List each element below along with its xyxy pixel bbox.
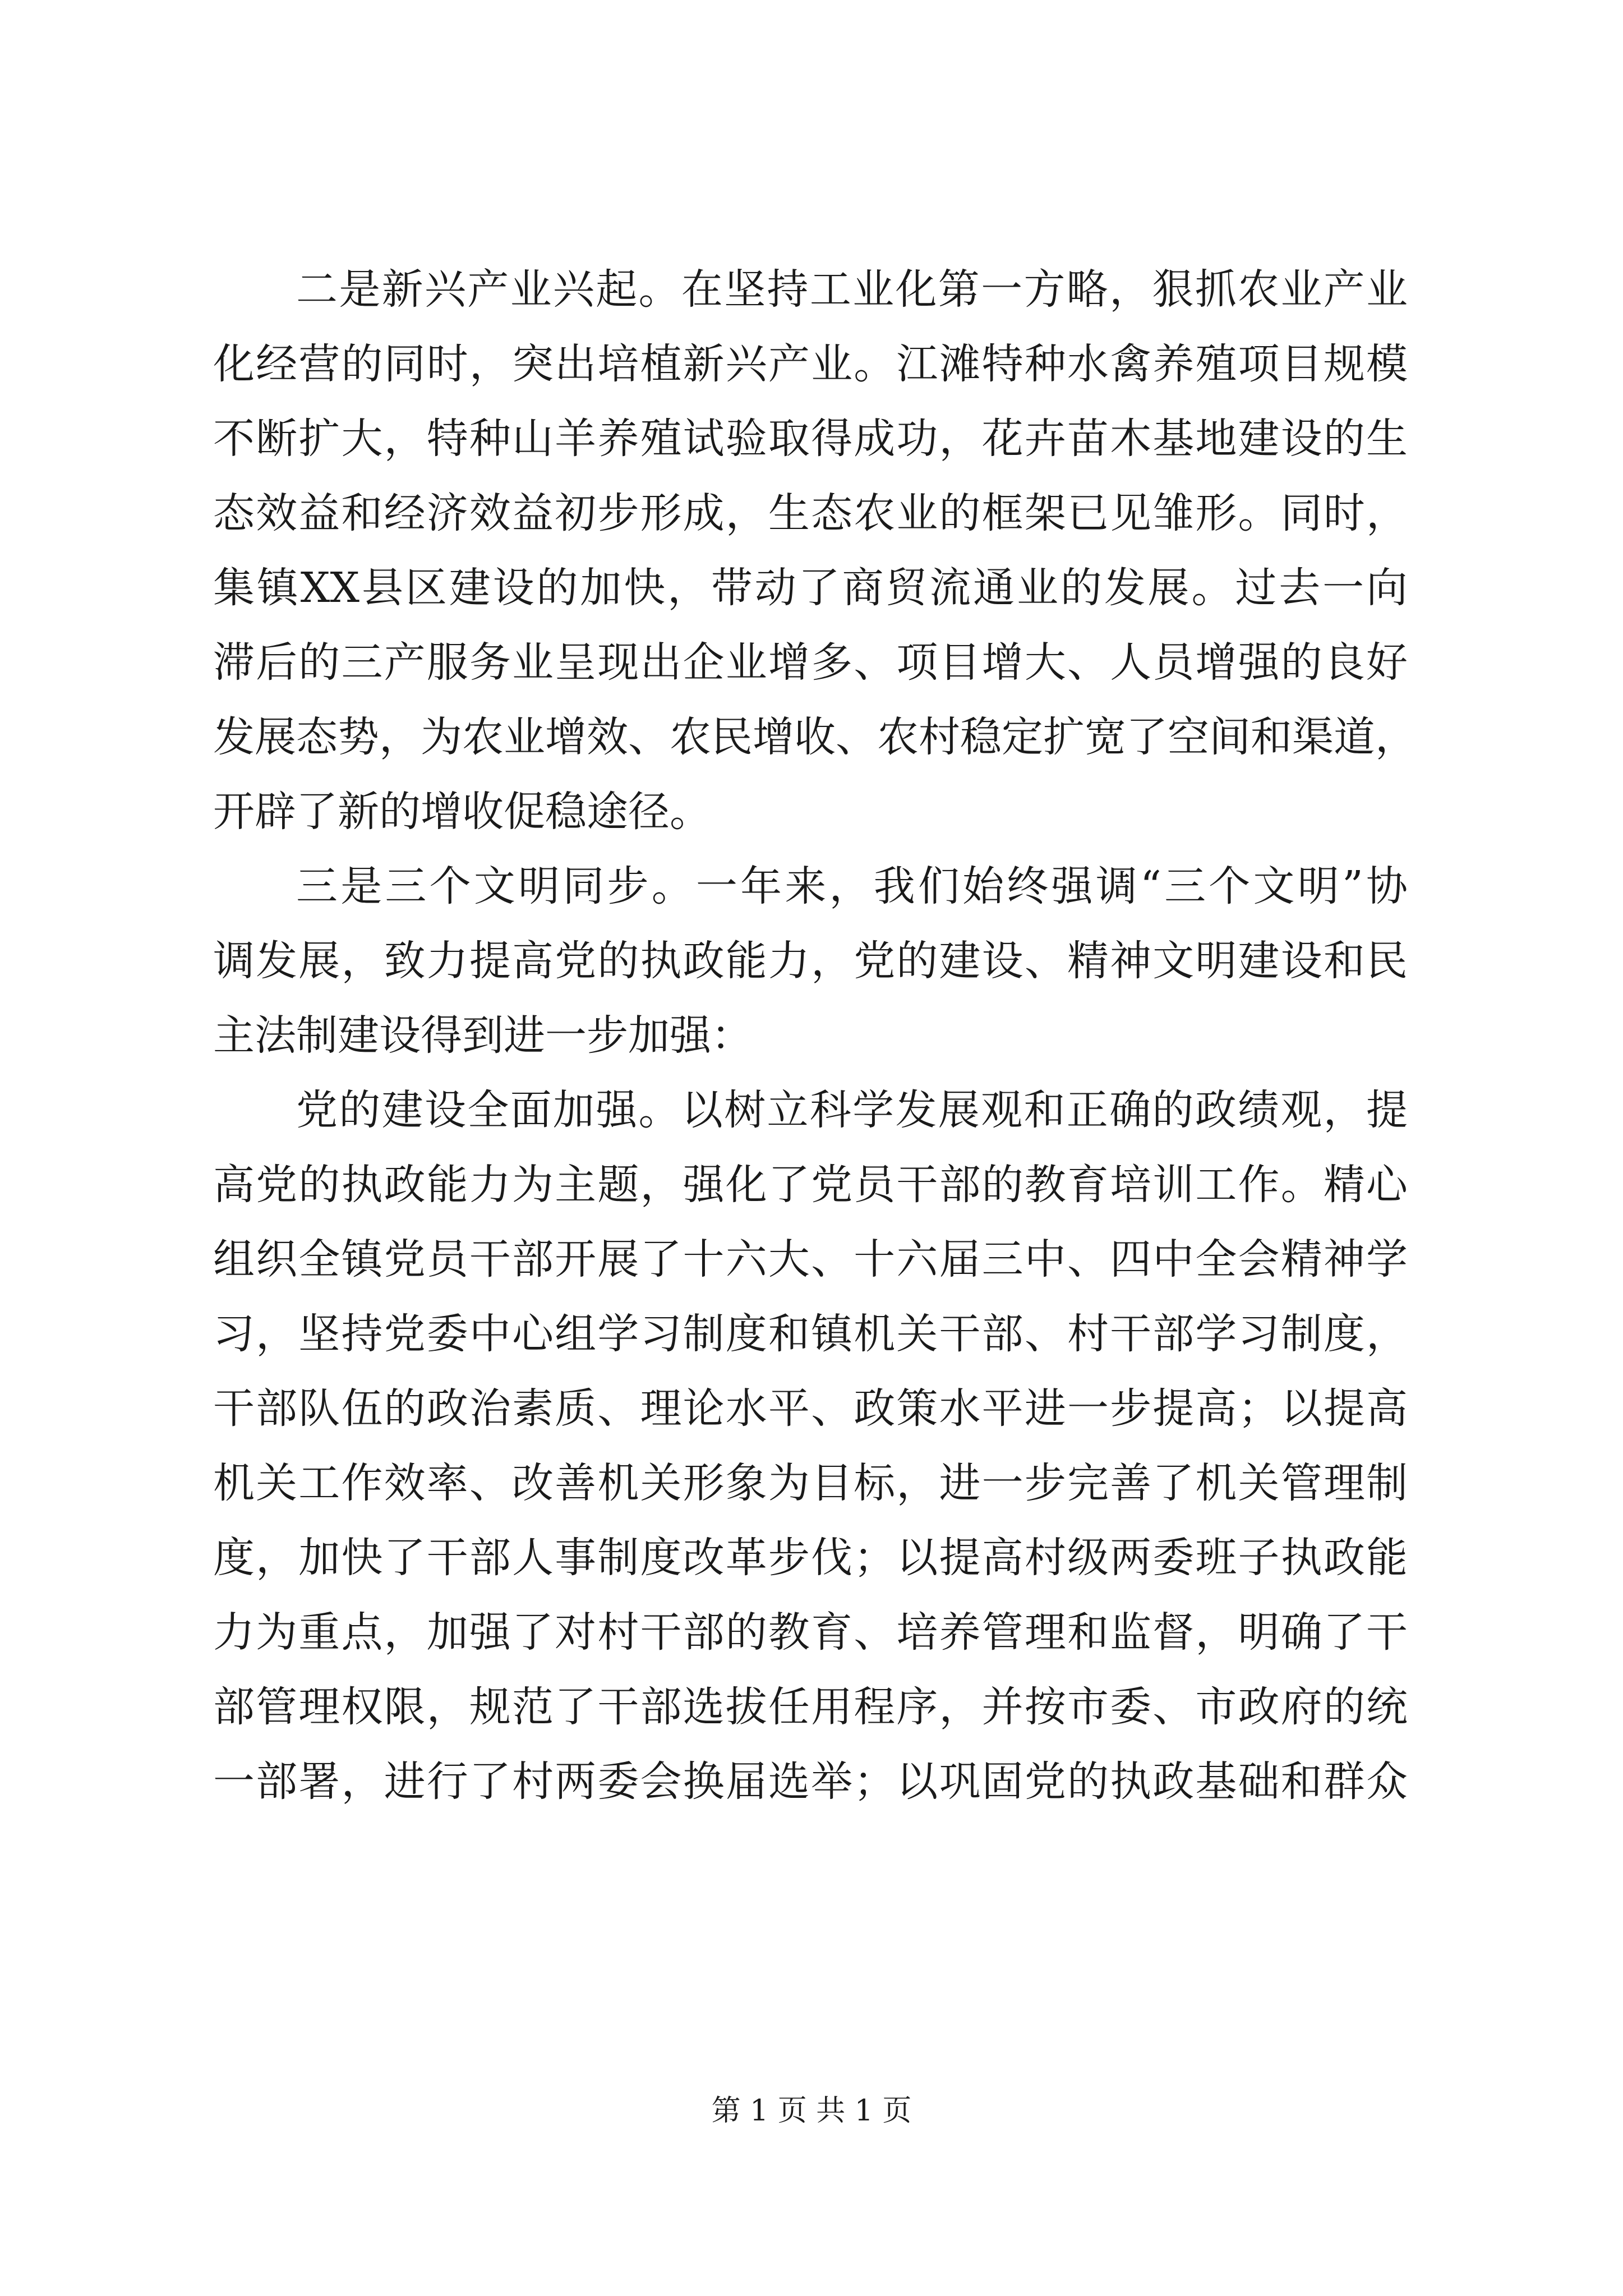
- text-line: 开辟了新的增收促稳途径。: [213, 788, 711, 836]
- text-line: 化经营的同时，突出培植新兴产业。江滩特种水禽养殖项目规模: [213, 340, 1408, 388]
- text-line: 调发展，致力提高党的执政能力，党的建设、精神文明建设和民: [213, 937, 1408, 985]
- page-number-label: 第 1 页 共 1 页: [711, 2094, 912, 2128]
- text-line: 机关工作效率、改善机关形象为目标，进一步完善了机关管理制: [213, 1459, 1408, 1507]
- text-line: 不断扩大，特种山羊养殖试验取得成功，花卉苗木基地建设的生: [213, 415, 1408, 463]
- text-line: 二是新兴产业兴起。在坚持工业化第一方略，狠抓农业产业: [296, 265, 1408, 314]
- text-line: 滞后的三产服务业呈现出企业增多、项目增大、人员增强的良好: [213, 638, 1408, 687]
- text-line: 集镇XX县区建设的加快，带动了商贸流通业的发展。过去一向: [213, 564, 1408, 612]
- text-line: 干部队伍的政治素质、理论水平、政策水平进一步提高；以提高: [213, 1384, 1408, 1433]
- text-line: 主法制建设得到进一步加强：: [213, 1011, 753, 1060]
- document-body: [213, 252, 1417, 1819]
- text-line: 态效益和经济效益初步形成，生态农业的框架已见雏形。同时，: [213, 489, 1408, 537]
- text-line: 高党的执政能力为主题，强化了党员干部的教育培训工作。精心: [213, 1161, 1408, 1209]
- page-footer: [0, 2087, 1623, 2129]
- text-line: 一部署，进行了村两委会换届选举；以巩固党的执政基础和群众: [213, 1757, 1408, 1806]
- text-line: 三是三个文明同步。一年来，我们始终强调“三个文明”协: [296, 862, 1408, 910]
- text-line: 党的建设全面加强。以树立科学发展观和正确的政绩观，提: [296, 1086, 1408, 1134]
- text-line: 组织全镇党员干部开展了十六大、十六届三中、四中全会精神学: [213, 1235, 1408, 1283]
- text-line: 力为重点，加强了对村干部的教育、培养管理和监督，明确了干: [213, 1608, 1408, 1657]
- text-line: 度，加快了干部人事制度改革步伐；以提高村级两委班子执政能: [213, 1534, 1408, 1582]
- text-line: 部管理权限，规范了干部选拔任用程序，并按市委、市政府的统: [213, 1683, 1408, 1731]
- text-line: 发展态势，为农业增效、农民增收、农村稳定扩宽了空间和渠道，: [213, 713, 1417, 761]
- text-line: 习，坚持党委中心组学习制度和镇机关干部、村干部学习制度，: [213, 1310, 1408, 1358]
